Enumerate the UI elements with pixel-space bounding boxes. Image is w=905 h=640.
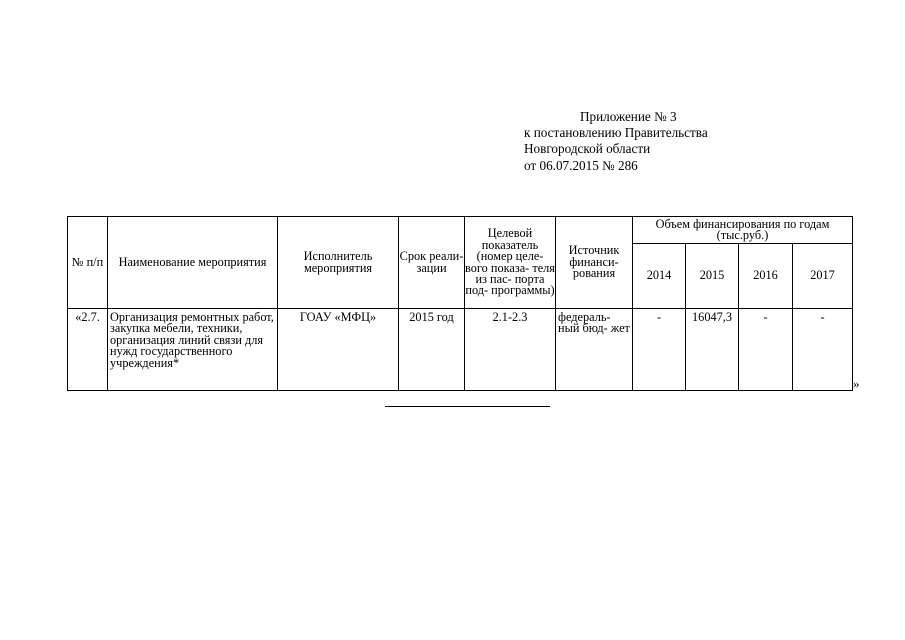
appendix-title: Приложение № 3	[580, 109, 677, 124]
header-executor: Исполнитель мероприятия	[278, 217, 399, 309]
row-value-2016: -	[739, 309, 793, 391]
row-value-2017: -	[793, 309, 853, 391]
row-source: федераль- ный бюд- жет	[556, 309, 633, 391]
table-row	[68, 309, 853, 391]
row-executor: ГОАУ «МФЦ»	[278, 309, 399, 391]
row-target: 2.1-2.3	[465, 309, 556, 391]
row-value-2015: 16047,3	[686, 309, 739, 391]
closing-quote: »	[853, 376, 860, 391]
row-num: «2.7.	[68, 309, 108, 391]
appendix-region: Новгородской области	[524, 141, 651, 157]
header-year: 2014	[633, 244, 686, 309]
row-value-2014: -	[633, 309, 686, 391]
appendix-reference: к постановлению Правительства	[524, 125, 708, 141]
row-term: 2015 год	[399, 309, 465, 391]
header-term: Срок реали- зации	[399, 217, 465, 309]
header-source: Источник финанси- рования	[556, 217, 633, 309]
header-funding: Объем финансирования по годам (тыс.руб.)	[633, 217, 853, 244]
header-year: 2017	[793, 244, 853, 309]
header-num: № п/п	[68, 217, 108, 309]
document-header	[524, 109, 854, 174]
header-year: 2016	[739, 244, 793, 309]
program-table	[67, 216, 853, 391]
header-name: Наименование мероприятия	[108, 217, 278, 309]
header-year: 2015	[686, 244, 739, 309]
row-name: Организация ремонтных работ, закупка мебели, техники, организация линий связи для нужд государственного учреждения*	[108, 309, 278, 391]
header-target: Целевой показатель (номер целе- вого показа- теля из пас- порта под- программы)	[465, 217, 556, 309]
appendix-date: от 06.07.2015 № 286	[524, 157, 638, 173]
separator-line	[385, 406, 550, 407]
